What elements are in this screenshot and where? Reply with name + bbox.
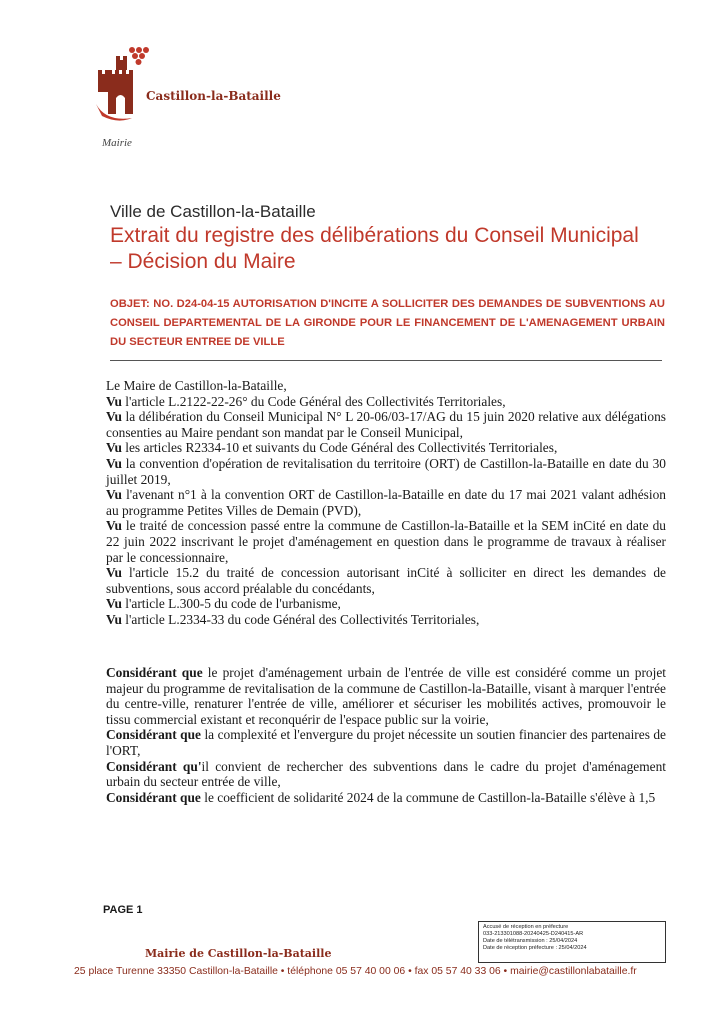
vu-text: la convention d'opération de revitalisation du territoire (ORT) de Castillon-la-Bataille en date du 30 juillet 2019,	[106, 455, 666, 487]
vu-label: Vu	[106, 440, 122, 456]
vu-item	[106, 487, 666, 518]
vu-text: l'article L.300-5 du code de l'urbanisme,	[125, 596, 341, 612]
considerant-label: Considérant que	[106, 789, 201, 805]
considerant-label: Considérant que	[106, 665, 203, 680]
considerant-label: Considérant qu'	[106, 758, 202, 774]
considerants-section	[106, 665, 666, 805]
vu-label: Vu	[106, 518, 122, 534]
vu-label: Vu	[106, 596, 122, 612]
footer-title: Mairie de Castillon-la-Bataille	[145, 947, 332, 960]
vu-item	[106, 596, 666, 612]
vu-label: Vu	[106, 565, 122, 581]
vu-item	[106, 394, 666, 410]
considerant-text: le projet d'aménagement urbain de l'entrée de ville est considéré comme un projet majeur du programme de revitalisation de la commune de Castillon-la-Bataille, visant à marquer l'entrée du centre-ville, renaturer l'entrée de ville, améliorer et sécuriser les mobilités actives, promouvoir le tissu commercial existant et reconquérir de l'espace public sur la voirie,	[106, 665, 666, 727]
vu-text: le traité de concession passé entre la commune de Castillon-la-Bataille et la SEM inCité en date du 22 juin 2022 inscrivant le projet d'aménagement en question dans le programme de travaux à réaliser par le concessionnaire,	[106, 518, 666, 565]
vu-text: les articles R2334-10 et suivants du Code Général des Collectivités Territoriales,	[125, 440, 558, 456]
considerant-item	[106, 790, 666, 806]
vu-text: l'article L.2122-22-26° du Code Général des Collectivités Territoriales,	[125, 393, 506, 409]
considerant-label: Considérant que	[106, 727, 201, 743]
vu-label: Vu	[106, 487, 122, 503]
considerant-item	[106, 727, 666, 758]
considerant-text: il convient de rechercher des subventions dans le cadre du projet d'aménagement urbain du secteur entrée de ville,	[106, 758, 666, 790]
vu-item	[106, 612, 666, 628]
considerant-text: la complexité et l'envergure du projet nécessite un soutien financier des partenaires de l'ORT,	[106, 727, 666, 758]
document-title: Extrait du registre des délibérations du Conseil Municipal – Décision du Maire	[110, 224, 639, 273]
intro-line: Le Maire de Castillon-la-Bataille,	[106, 378, 287, 393]
objet-text: OBJET: NO. D24-04-15 AUTORISATION D'INCITE A SOLLICITER DES DEMANDES DE SUBVENTIONS AU CONSEIL DEPARTEMENTAL DE LA GIRONDE POUR LE FINANCEMENT DE L'AMENAGEMENT URBAIN DU SECTEUR ENTREE DE VILLE	[110, 298, 665, 348]
divider	[110, 360, 662, 361]
logo-name: Castillon-la-Bataille	[146, 89, 281, 103]
considerant-item	[106, 759, 666, 790]
vu-text: l'article 15.2 du traité de concession autorisant inCité à solliciter en direct les demandes de subventions, sous accord préalable du concédants,	[106, 565, 666, 596]
vu-label: Vu	[106, 393, 122, 409]
considerant-text: le coefficient de solidarité 2024 de la commune de Castillon-la-Bataille s'élève à 1,5	[204, 789, 656, 805]
vu-text: l'article L.2334-33 du code Général des Collectivités Territoriales,	[125, 611, 480, 627]
vu-text: la délibération du Conseil Municipal N° L 20-06/03-17/AG du 15 juin 2020 relative aux délégations consenties au Maire pendant son mandat par le Conseil Municipal,	[106, 409, 666, 440]
vu-item	[106, 456, 666, 487]
stamp-line: Date de réception préfecture : 25/04/2024	[483, 945, 587, 951]
vu-item	[106, 409, 666, 440]
vu-text: l'avenant n°1 à la convention ORT de Castillon-la-Bataille en date du 17 mai 2021 valant adhésion au programme Petites Villes de Demain (PVD),	[106, 487, 666, 518]
vu-label: Vu	[106, 455, 122, 471]
vu-label: Vu	[106, 409, 122, 425]
vu-item	[106, 518, 666, 565]
stamp-line: Accusé de réception en préfecture	[483, 924, 569, 930]
considerant-item	[106, 665, 666, 727]
prefecture-stamp	[478, 921, 666, 963]
stamp-line: Date de télétransmission : 25/04/2024	[483, 938, 578, 944]
vu-section	[106, 378, 666, 628]
vu-item	[106, 565, 666, 596]
castillon-logo	[96, 44, 296, 154]
page-number: PAGE 1	[103, 904, 143, 916]
logo-subtitle: Mairie	[102, 137, 132, 149]
vu-label: Vu	[106, 611, 122, 627]
footer-address: 25 place Turenne 33350 Castillon-la-Bataille • téléphone 05 57 40 00 06 • fax 05 57 40 33 06 • mairie@castillonlabataille.fr	[74, 966, 637, 977]
stamp-line: 033-213301088-20240425-D240415-AR	[483, 931, 584, 937]
vu-item	[106, 440, 666, 456]
ville-heading: Ville de Castillon-la-Bataille	[110, 202, 316, 221]
